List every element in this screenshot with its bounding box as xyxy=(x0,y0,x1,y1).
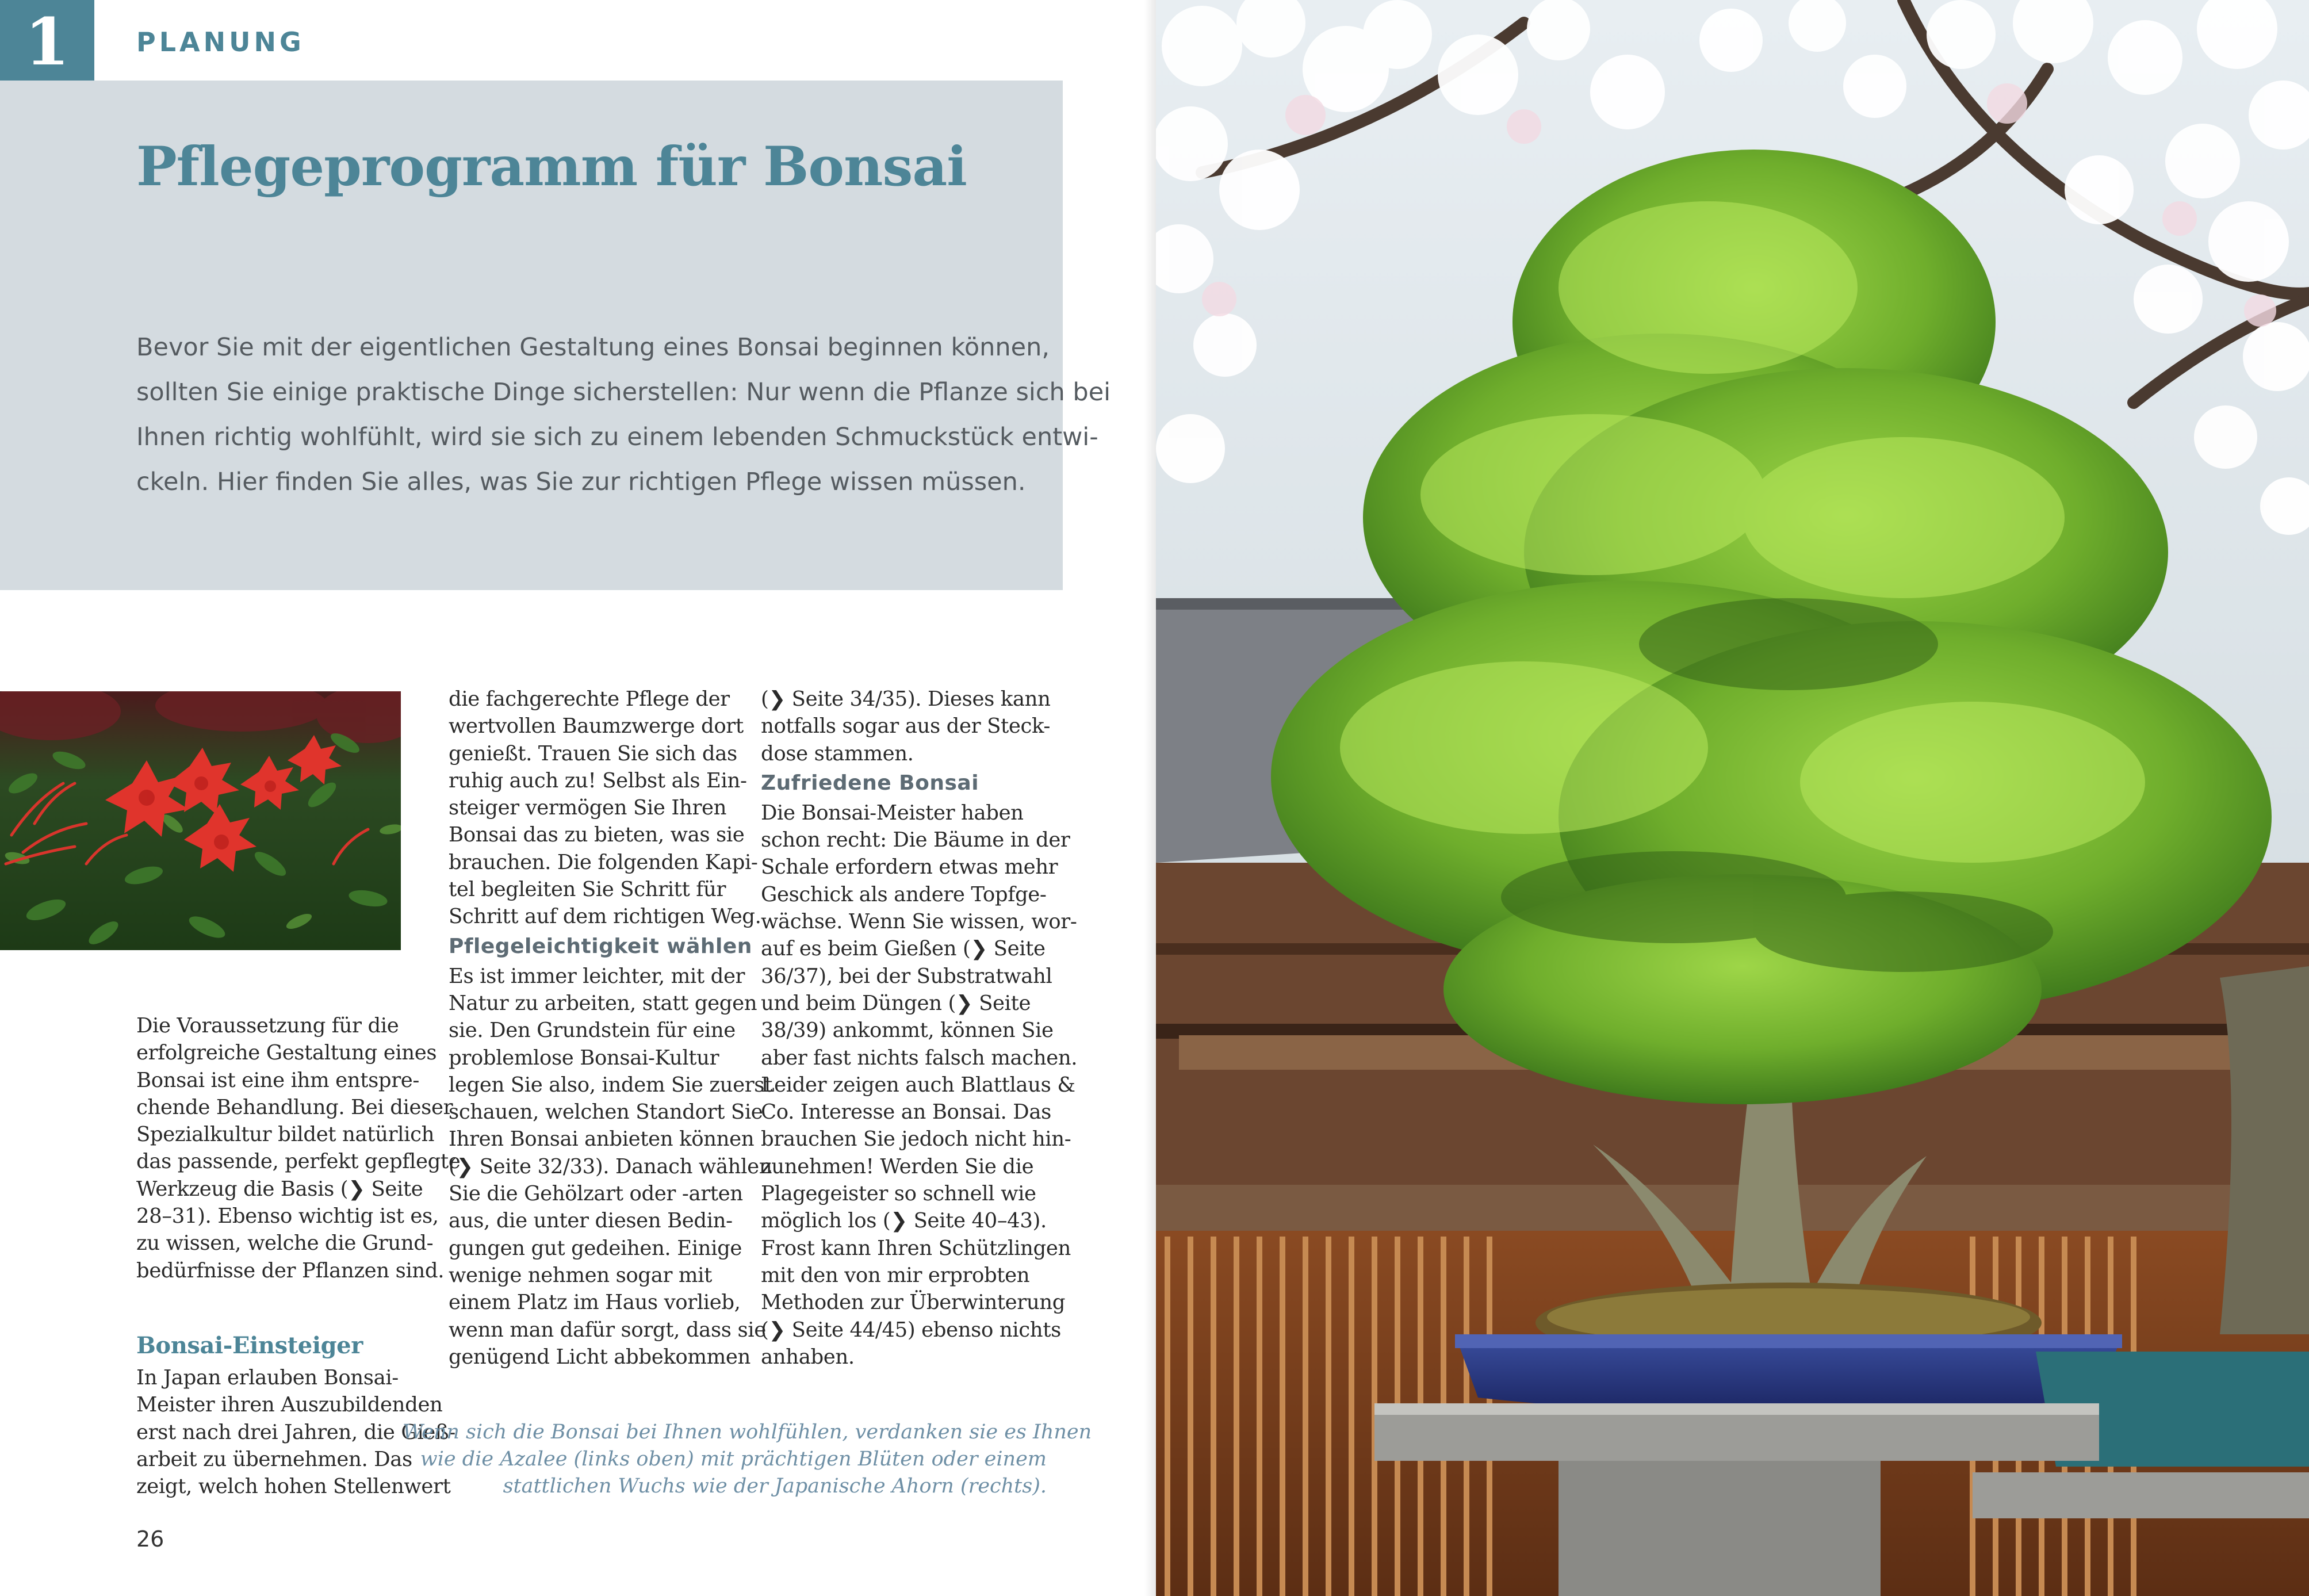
body-line: ruhig auch zu! Selbst als Ein- xyxy=(449,768,747,793)
page-title: Pflegeprogramm für Bonsai xyxy=(136,135,967,198)
heading-pflegeleichtigkeit: Pflegeleichtigkeit wählen xyxy=(449,934,752,958)
body-line: In Japan erlauben Bonsai- xyxy=(136,1366,399,1390)
body-line: aber fast nichts falsch machen. xyxy=(761,1046,1078,1070)
text-column-3 xyxy=(761,686,1077,1371)
body-line: und beim Düngen (❯ Seite xyxy=(761,991,1031,1015)
body-line: schauen, welchen Standort Sie xyxy=(449,1100,763,1124)
body-line: (❯ Seite 34/35). Dieses kann xyxy=(761,687,1051,711)
body-line: zu wissen, welche die Grund- xyxy=(136,1231,434,1256)
caption-line: Wenn sich die Bonsai bei Ihnen wohlfühlen, verdanken sie es Ihnen xyxy=(403,1421,1092,1444)
intro-line: Ihnen richtig wohlfühlt, wird sie sich zu einem lebenden Schmuckstück entwi- xyxy=(136,423,1098,451)
body-line: Ihren Bonsai anbieten können xyxy=(449,1127,755,1151)
body-line: chende Behandlung. Bei dieser xyxy=(136,1095,453,1119)
heading-bonsai-einsteiger: Bonsai-Einsteiger xyxy=(136,1332,363,1359)
body-line: tel begleiten Sie Schritt für xyxy=(449,878,726,902)
body-line: schon recht: Die Bäume in der xyxy=(761,828,1070,852)
page-number: 26 xyxy=(136,1526,164,1552)
intro-line: sollten Sie einige praktische Dinge sicherstellen: Nur wenn die Pflanze sich bei xyxy=(136,378,1111,407)
body-line: arbeit zu übernehmen. Das xyxy=(136,1447,412,1471)
body-line: sie. Den Grundstein für eine xyxy=(449,1019,736,1043)
body-line: problemlose Bonsai-Kultur xyxy=(449,1046,719,1070)
body-line: genügend Licht abbekommen xyxy=(449,1345,750,1369)
body-line: Methoden zur Überwinterung xyxy=(761,1291,1066,1315)
body-line: wertvollen Baumzwerge dort xyxy=(449,714,744,738)
body-line: zeigt, welch hohen Stellenwert xyxy=(136,1475,451,1499)
body-line: mit den von mir erprobten xyxy=(761,1263,1030,1287)
body-line: dose stammen. xyxy=(761,741,914,766)
body-line: Schritt auf dem richtigen Weg. xyxy=(449,905,761,929)
text-column-2 xyxy=(449,686,772,1371)
section-label: PLANUNG xyxy=(136,26,305,58)
intro-line: ckeln. Hier finden Sie alles, was Sie zur richtigen Pflege wissen müssen. xyxy=(136,468,1026,496)
body-line: Die Bonsai-Meister haben xyxy=(761,801,1024,825)
body-line: gungen gut gedeihen. Einige xyxy=(449,1236,742,1260)
body-line: wenn man dafür sorgt, dass sie xyxy=(449,1318,766,1342)
body-line: brauchen Sie jedoch nicht hin- xyxy=(761,1127,1071,1151)
caption-line: stattlichen Wuchs wie der Japanische Ahorn (rechts). xyxy=(503,1475,1047,1498)
body-line: wächse. Wenn Sie wissen, wor- xyxy=(761,910,1077,934)
body-line: Die Voraussetzung für die xyxy=(136,1014,399,1038)
body-line: (❯ Seite 32/33). Danach wählen xyxy=(449,1154,772,1178)
body-line: brauchen. Die folgenden Kapi- xyxy=(449,850,758,874)
body-line: erfolgreiche Gestaltung eines xyxy=(136,1041,437,1065)
body-line: Es ist immer leichter, mit der xyxy=(449,964,745,988)
photo-caption xyxy=(403,1419,1092,1500)
body-line: Leider zeigen auch Blattlaus & xyxy=(761,1073,1075,1097)
intro-line: Bevor Sie mit der eigentlichen Gestaltung eines Bonsai beginnen können, xyxy=(136,333,1050,362)
body-line: notfalls sogar aus der Steck- xyxy=(761,714,1051,738)
page-gutter xyxy=(1144,0,1156,1596)
body-line: 36/37), bei der Substratwahl xyxy=(761,964,1052,988)
text-column-1 xyxy=(136,1012,460,1284)
chapter-number-box xyxy=(0,0,94,81)
body-line: auf es beim Gießen (❯ Seite xyxy=(761,937,1046,961)
body-line: Bonsai das zu bieten, was sie xyxy=(449,823,745,847)
body-line: Sie die Gehölzart oder -arten xyxy=(449,1182,743,1206)
body-line: 28–31). Ebenso wichtig ist es, xyxy=(136,1204,439,1228)
chapter-number: 1 xyxy=(25,5,70,80)
japanese-maple-bonsai-photo xyxy=(1156,0,2309,1596)
body-line: Werkzeug die Basis (❯ Seite xyxy=(136,1177,423,1201)
body-line: zunehmen! Werden Sie die xyxy=(761,1154,1034,1178)
body-line: Bonsai ist eine ihm entspre- xyxy=(136,1068,420,1092)
body-line: anhaben. xyxy=(761,1345,855,1369)
body-line: Geschick als andere Topfge- xyxy=(761,882,1047,906)
body-line: Co. Interesse an Bonsai. Das xyxy=(761,1100,1051,1124)
body-line: 38/39) ankommt, können Sie xyxy=(761,1019,1054,1043)
body-line: Natur zu arbeiten, statt gegen xyxy=(449,991,757,1015)
azalea-photo xyxy=(0,691,401,950)
body-line: steiger vermögen Sie Ihren xyxy=(449,796,727,820)
body-line: das passende, perfekt gepflegte xyxy=(136,1150,461,1174)
body-line: die fachgerechte Pflege der xyxy=(449,687,730,711)
body-line: genießt. Trauen Sie sich das xyxy=(449,741,737,766)
body-line: erst nach drei Jahren, die Gieß- xyxy=(136,1420,455,1444)
body-line: bedürfnisse der Pflanzen sind. xyxy=(136,1258,445,1283)
body-line: Spezialkultur bildet natürlich xyxy=(136,1123,435,1147)
body-line: möglich los (❯ Seite 40–43). xyxy=(761,1209,1047,1233)
body-line: einem Platz im Haus vorlieb, xyxy=(449,1291,741,1315)
body-line: (❯ Seite 44/45) ebenso nichts xyxy=(761,1318,1061,1342)
body-line: Schale erfordern etwas mehr xyxy=(761,855,1058,879)
caption-line: wie die Azalee (links oben) mit prächtigen Blüten oder einem xyxy=(420,1448,1047,1471)
body-line: Frost kann Ihren Schützlingen xyxy=(761,1236,1071,1260)
body-line: legen Sie also, indem Sie zuerst xyxy=(449,1073,772,1097)
heading-zufriedene-bonsai: Zufriedene Bonsai xyxy=(761,771,979,795)
body-line: aus, die unter diesen Bedin- xyxy=(449,1209,733,1233)
intro-text xyxy=(136,325,1111,504)
body-line: Plagegeister so schnell wie xyxy=(761,1182,1036,1206)
body-line: Meister ihren Auszubildenden xyxy=(136,1393,443,1417)
body-line: wenige nehmen sogar mit xyxy=(449,1263,713,1287)
